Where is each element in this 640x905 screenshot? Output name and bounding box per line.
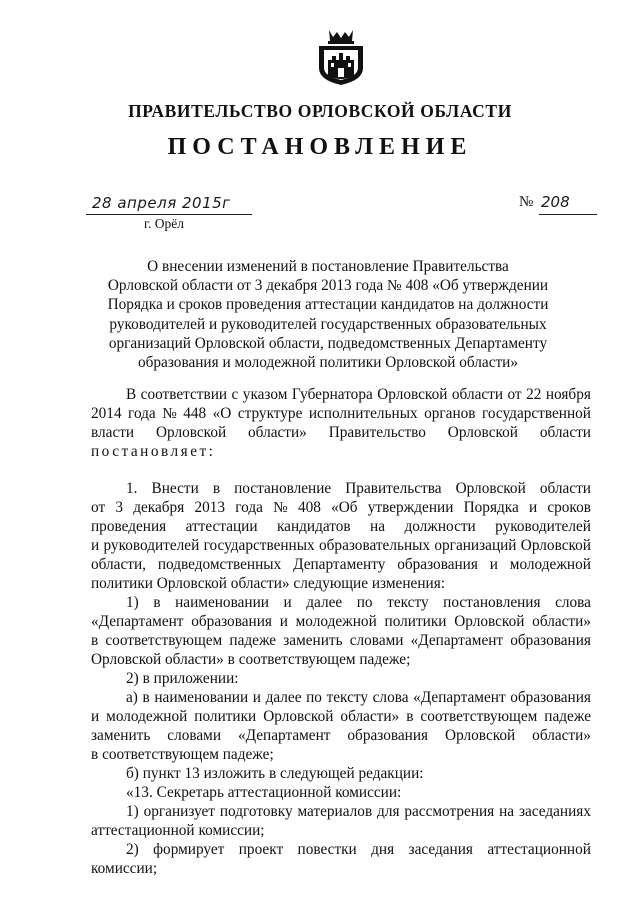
body-word: «13. bbox=[126, 784, 157, 801]
body-word: редакции: bbox=[358, 765, 424, 782]
body-word: Орловской bbox=[454, 613, 525, 630]
body-word: падеже; bbox=[222, 746, 274, 763]
body-word: повестки bbox=[297, 841, 357, 858]
body-word: образования bbox=[191, 613, 272, 630]
body-word: «Об bbox=[331, 499, 358, 516]
body-word: власти bbox=[91, 424, 135, 441]
body-word: материалов bbox=[297, 803, 373, 820]
body-word: политики bbox=[384, 613, 447, 630]
coat-of-arms-emblem bbox=[316, 24, 366, 86]
body-line bbox=[91, 745, 591, 764]
body-word: образования bbox=[397, 556, 478, 573]
body-word: 3 bbox=[115, 499, 123, 516]
body-word: области, bbox=[91, 556, 146, 573]
body-word: рассмотрения bbox=[404, 803, 495, 820]
body-word: заменить bbox=[283, 632, 343, 649]
body-word: в bbox=[142, 689, 150, 706]
body-word: области» bbox=[230, 575, 294, 592]
date-underline bbox=[86, 214, 252, 215]
subject-line: О внесении изменений в постановление Правительства bbox=[147, 258, 509, 275]
body-word: тексту bbox=[387, 594, 429, 611]
subject-line: образования и молодежной политики Орловской области» bbox=[137, 354, 519, 372]
body-word: слова bbox=[555, 594, 591, 611]
document-body bbox=[91, 385, 591, 878]
body-word: области» bbox=[532, 727, 591, 744]
body-word: падеже; bbox=[359, 651, 411, 668]
body-word: «О bbox=[212, 405, 232, 422]
body-word: в bbox=[91, 746, 103, 763]
body-word: аттестационной bbox=[91, 822, 199, 839]
body-word: Департаменту bbox=[293, 556, 386, 573]
body-word: Орловской bbox=[263, 708, 334, 725]
body-word: комиссии; bbox=[91, 860, 158, 877]
body-word: и bbox=[489, 556, 498, 573]
body-word: 2013 bbox=[194, 499, 226, 516]
body-line bbox=[91, 707, 591, 726]
body-word: и bbox=[91, 537, 100, 554]
body-word: заседаниях bbox=[518, 803, 591, 820]
body-word: молодежной bbox=[106, 708, 188, 725]
body-word: Орловской bbox=[156, 575, 231, 592]
body-word: подведомственных bbox=[157, 556, 282, 573]
body-line bbox=[91, 859, 591, 878]
body-line bbox=[91, 555, 591, 574]
body-word: изменения: bbox=[371, 575, 445, 592]
body-word: В bbox=[126, 386, 137, 403]
number-underline bbox=[539, 214, 597, 215]
body-word: комиссии: bbox=[335, 784, 402, 801]
body-word: по bbox=[306, 689, 322, 706]
body-word: области bbox=[451, 386, 504, 403]
body-word: кандидатов bbox=[276, 518, 351, 535]
body-word: в bbox=[268, 765, 281, 782]
body-word: соответствующем bbox=[102, 746, 223, 763]
body-word: по bbox=[356, 594, 373, 611]
body-line bbox=[91, 498, 591, 517]
body-word: соответствующем bbox=[105, 632, 223, 649]
body-word: далее bbox=[306, 594, 343, 611]
body-word: соответствующем bbox=[420, 708, 538, 725]
body-word: государственных bbox=[203, 537, 315, 554]
body-word: 1) bbox=[126, 594, 139, 611]
body-word: 448 bbox=[183, 405, 207, 422]
body-word: с bbox=[231, 386, 239, 403]
body-word: формирует bbox=[153, 841, 225, 858]
body-word: организаций bbox=[434, 537, 517, 554]
body-word: должности bbox=[404, 518, 476, 535]
body-word: молодежной bbox=[295, 613, 377, 630]
body-word: Правительство bbox=[328, 424, 426, 441]
body-word: дня bbox=[371, 841, 395, 858]
body-line bbox=[91, 802, 591, 821]
body-word: падеже bbox=[229, 632, 277, 649]
body-word: проведения bbox=[91, 518, 167, 535]
body-line bbox=[91, 612, 591, 631]
body-word: исполнительных bbox=[308, 405, 418, 422]
body-word: соответствии bbox=[140, 386, 228, 403]
body-word: органов bbox=[424, 405, 476, 422]
body-word: в bbox=[142, 670, 154, 687]
body-word: 408 bbox=[297, 499, 321, 516]
body-word: на bbox=[370, 518, 386, 535]
body-line bbox=[91, 536, 591, 555]
subject-line: Орловской области от 3 декабря 2013 года № 408 «Об утверждении bbox=[107, 277, 549, 295]
body-word: структуре bbox=[237, 405, 303, 422]
body-word: Орловской bbox=[377, 386, 448, 403]
body-line bbox=[91, 404, 591, 423]
body-word: № bbox=[162, 405, 177, 422]
body-word: соответствующем bbox=[238, 651, 360, 668]
body-word: комиссии; bbox=[198, 822, 265, 839]
body-word: аттестации bbox=[185, 518, 258, 535]
body-word: б) bbox=[126, 765, 143, 782]
body-word: Секретарь bbox=[156, 784, 228, 801]
body-word: для bbox=[377, 803, 400, 820]
body-word: № bbox=[273, 499, 288, 516]
document-subject bbox=[100, 257, 556, 372]
body-word: 1. bbox=[126, 480, 138, 497]
body-word: политики bbox=[91, 575, 157, 592]
body-word: постановляет: bbox=[91, 443, 216, 460]
body-word: Орловской bbox=[445, 727, 516, 744]
body-word: в bbox=[212, 480, 221, 497]
body-word: области» bbox=[532, 613, 591, 630]
body-word: декабря bbox=[133, 499, 185, 516]
body-word: приложении: bbox=[153, 670, 239, 687]
body-word: Орловской bbox=[455, 480, 526, 497]
number-label: № bbox=[519, 194, 534, 210]
body-word: молодежной bbox=[509, 556, 591, 573]
body-word: Орловской bbox=[91, 651, 166, 668]
body-line bbox=[91, 442, 591, 461]
body-word: области bbox=[539, 424, 591, 441]
body-word: политики bbox=[194, 708, 257, 725]
body-word: в bbox=[406, 708, 414, 725]
body-word: от bbox=[507, 386, 522, 403]
body-word: словами bbox=[167, 727, 222, 744]
body-word: 2) bbox=[126, 841, 139, 858]
body-word: «Департамент bbox=[410, 632, 504, 649]
body-word: области» bbox=[340, 708, 400, 725]
body-word: словами bbox=[349, 632, 404, 649]
body-word: 1) bbox=[126, 803, 139, 820]
body-word: аттестационной bbox=[227, 784, 336, 801]
body-word: указом bbox=[242, 386, 288, 403]
body-word: заседания bbox=[408, 841, 473, 858]
body-word: а) bbox=[126, 689, 138, 706]
body-line bbox=[91, 764, 591, 783]
body-word: тексту bbox=[326, 689, 369, 706]
body-line bbox=[91, 574, 591, 593]
body-word: организует bbox=[143, 803, 215, 820]
body-word: государственной bbox=[481, 405, 591, 422]
body-line bbox=[91, 783, 591, 802]
body-word: в bbox=[91, 632, 99, 649]
body-line bbox=[91, 688, 591, 707]
body-word: аттестационной bbox=[487, 841, 591, 858]
body-word: и bbox=[252, 689, 261, 706]
body-word: и bbox=[283, 594, 292, 611]
body-line bbox=[91, 840, 591, 859]
paragraph-gap bbox=[91, 461, 591, 479]
body-word: Орловской bbox=[520, 537, 591, 554]
body-line bbox=[91, 517, 591, 536]
body-word: наименовании bbox=[175, 594, 269, 611]
body-word: области» bbox=[165, 651, 228, 668]
body-word: от bbox=[91, 499, 106, 516]
body-word: слова bbox=[372, 689, 409, 706]
body-word: следующей bbox=[280, 765, 359, 782]
body-line bbox=[91, 726, 591, 745]
body-word: в bbox=[153, 594, 161, 611]
body-word: 13 bbox=[184, 765, 204, 782]
body-word: Внести bbox=[151, 480, 199, 497]
document-type-title: ПОСТАНОВЛЕНИЕ bbox=[167, 134, 473, 160]
body-line bbox=[91, 385, 591, 404]
body-word: Губернатора bbox=[291, 386, 373, 403]
body-word: на bbox=[499, 803, 515, 820]
document-number: 208 bbox=[541, 193, 570, 211]
body-word: и bbox=[91, 708, 100, 725]
body-word: и bbox=[279, 613, 288, 630]
body-word: года bbox=[128, 405, 156, 422]
body-word: постановления bbox=[443, 594, 541, 611]
body-word: изложить bbox=[203, 765, 269, 782]
body-line bbox=[91, 423, 591, 442]
subject-line: руководителей и руководителей государственных образовательных bbox=[109, 315, 547, 333]
body-word: подготовку bbox=[219, 803, 293, 820]
body-word: пункт bbox=[142, 765, 185, 782]
body-word: 22 bbox=[526, 386, 542, 403]
body-word: руководителей bbox=[103, 537, 200, 554]
body-word: и bbox=[528, 499, 538, 516]
document-date: 28 апреля 2015г bbox=[92, 194, 231, 212]
body-line bbox=[91, 479, 591, 498]
document-city: г. Орёл bbox=[144, 216, 184, 231]
body-word: «Департамент bbox=[237, 727, 331, 744]
body-word: ноября bbox=[545, 386, 591, 403]
body-word: области bbox=[539, 480, 591, 497]
body-word: Орловской bbox=[447, 424, 518, 441]
body-word: «Департамент bbox=[413, 689, 506, 706]
body-word: 2014 bbox=[91, 405, 122, 422]
subject-line: Порядка и сроков проведения аттестации кандидатов на должности bbox=[107, 296, 549, 314]
body-word: утверждении bbox=[367, 499, 454, 516]
body-word: руководителей bbox=[495, 518, 591, 535]
body-line bbox=[91, 650, 591, 669]
body-word: образования bbox=[510, 689, 591, 706]
body-line bbox=[91, 593, 591, 612]
body-word: постановление bbox=[234, 480, 332, 497]
body-word: «Департамент bbox=[91, 613, 184, 630]
body-word: сроков bbox=[547, 499, 591, 516]
body-word: года bbox=[235, 499, 263, 516]
body-word: Порядка bbox=[463, 499, 519, 516]
body-line bbox=[91, 821, 591, 840]
body-word: образовательных bbox=[318, 537, 431, 554]
body-word: Правительства bbox=[345, 480, 442, 497]
body-word: падеже bbox=[544, 708, 591, 725]
body-line bbox=[91, 669, 591, 688]
body-word: Орловской bbox=[155, 424, 227, 441]
body-word: образования bbox=[510, 632, 591, 649]
body-word: наименовании bbox=[154, 689, 249, 706]
body-word: образования bbox=[347, 727, 429, 744]
body-word: следующие bbox=[293, 575, 372, 592]
body-word: в bbox=[227, 651, 239, 668]
body-word: 2) bbox=[126, 670, 143, 687]
body-word: далее bbox=[265, 689, 302, 706]
subject-line: организаций Орловской области, подведомственных Департаменту bbox=[108, 334, 548, 352]
body-word: области» bbox=[248, 424, 307, 441]
body-word: проект bbox=[238, 841, 284, 858]
organization-title: ПРАВИТЕЛЬСТВО ОРЛОВСКОЙ ОБЛАСТИ bbox=[128, 101, 512, 121]
body-word: заменить bbox=[91, 727, 151, 744]
body-line bbox=[91, 631, 591, 650]
